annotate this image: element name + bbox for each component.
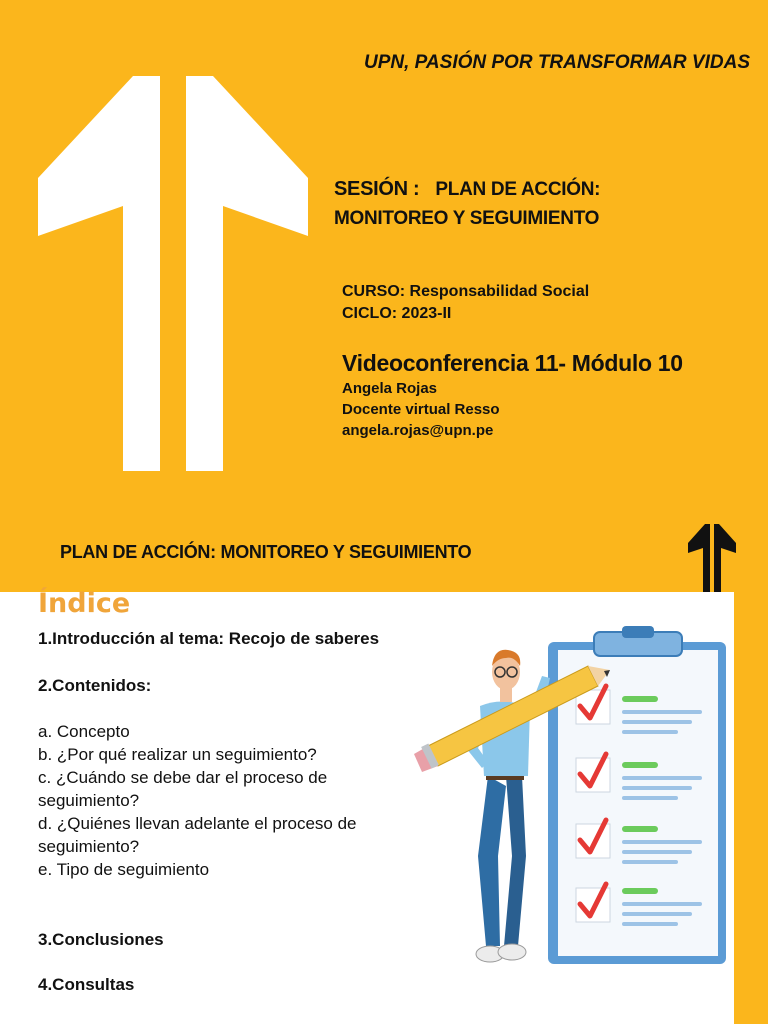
section-title: PLAN DE ACCIÓN: MONITOREO Y SEGUIMIENTO [60, 542, 472, 562]
index-sub-b: b. ¿Por qué realizar un seguimiento? [38, 745, 317, 764]
index-sub-d-line1: d. ¿Quiénes llevan adelante el proceso de [38, 814, 357, 833]
index-item-2: 2.Contenidos: [38, 676, 152, 695]
cycle-label: CICLO: 2023-II [342, 305, 452, 322]
upn-small-logo-icon [688, 524, 736, 596]
index-sub-a: a. Concepto [38, 722, 130, 741]
videoconference-title: Videoconferencia 11- Módulo 10 [342, 350, 683, 376]
index-title: Índice [38, 588, 131, 619]
course-label: CURSO: Responsabilidad Social [342, 283, 590, 300]
index-item-4: 4.Consultas [38, 975, 135, 994]
checklist-illustration [408, 626, 734, 982]
upn-logo-icon [38, 76, 308, 471]
session-title-line1 [334, 178, 600, 201]
index-item-1: 1.Introducción al tema: Recojo de saberes [38, 629, 380, 648]
index-sub-c-line2: seguimiento? [38, 791, 140, 810]
slogan: UPN, PASIÓN POR TRANSFORMAR VIDAS [363, 52, 750, 73]
teacher-email: angela.rojas@upn.pe [342, 422, 494, 439]
index-sub-c-line1: c. ¿Cuándo se debe dar el proceso de [38, 768, 328, 787]
session-title-line2: MONITOREO Y SEGUIMIENTO [334, 208, 600, 229]
session-plan: PLAN DE ACCIÓN: [435, 179, 601, 200]
teacher-role: Docente virtual Resso [342, 401, 500, 418]
session-label: SESIÓN : [334, 178, 420, 200]
index-sub-d-line2: seguimiento? [38, 837, 140, 856]
index-sub-e: e. Tipo de seguimiento [38, 860, 210, 879]
index-item-3: 3.Conclusiones [38, 930, 164, 949]
teacher-name: Angela Rojas [342, 380, 438, 397]
